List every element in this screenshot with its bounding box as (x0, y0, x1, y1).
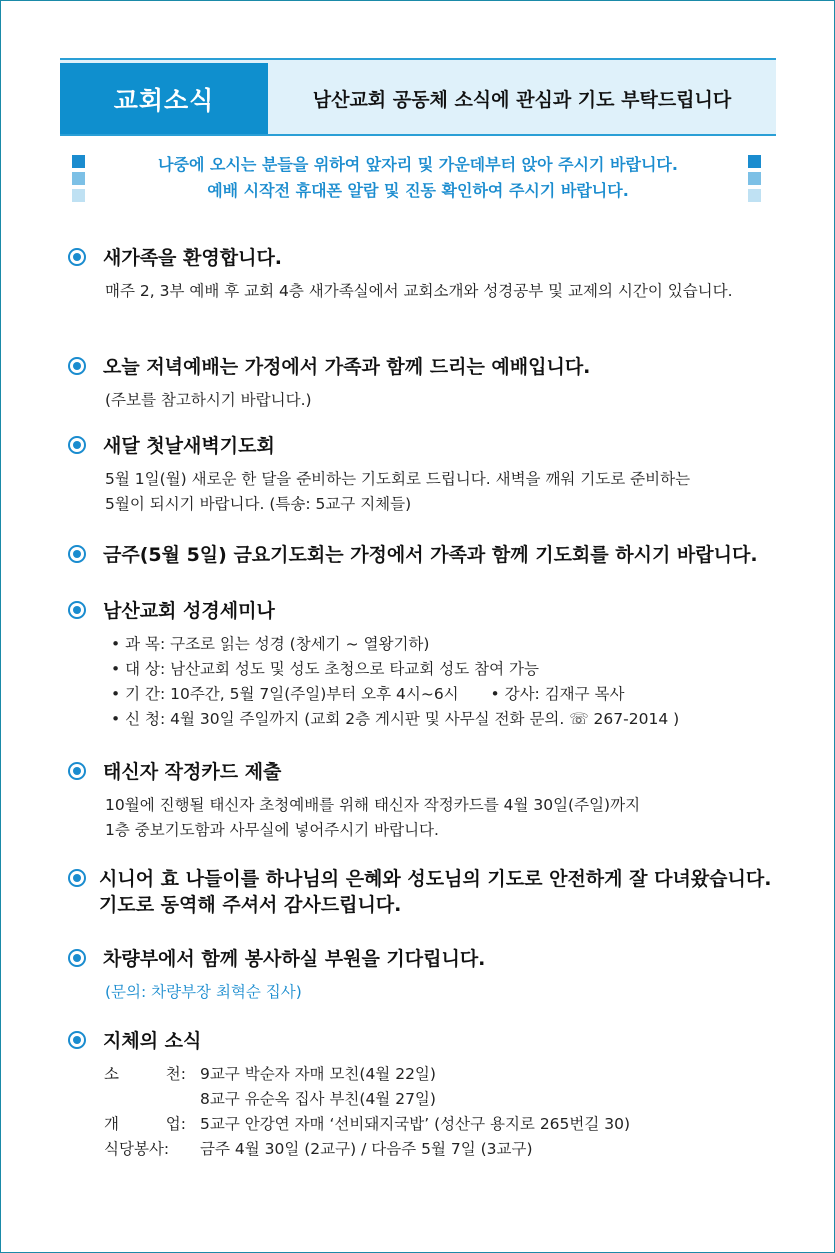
member-news-label: 식당봉사: (104, 1140, 170, 1158)
circle-bullet-icon (68, 762, 86, 780)
item-title: 금주(5월 5일) 금요기도회는 가정에서 가족과 함께 기도회를 하시기 바랍니다. (103, 544, 758, 566)
item-title-line: 시니어 효 나들이를 하나님의 은혜와 성도님의 기도로 안전하게 잘 다녀왔습니다. (99, 868, 772, 890)
square-icon (72, 155, 85, 168)
item-title: 태신자 작정카드 제출 (103, 761, 282, 783)
square-icon (748, 155, 761, 168)
item-body (105, 467, 788, 517)
item-body-line: 5월이 되시기 바랍니다. (특송: 5교구 지체들) (105, 495, 412, 513)
news-item-dawn-prayer (68, 433, 788, 517)
member-news-row (104, 1112, 788, 1137)
member-news-value: 5교구 안강연 자매 ‘선비돼지국밥’ (성산구 용지로 265번길 30) (200, 1115, 631, 1133)
news-item-friday-prayer (68, 542, 788, 568)
square-icon (748, 172, 761, 185)
item-body: 매주 2, 3부 예배 후 교회 4층 새가족실에서 교회소개와 성경공부 및 교제의 시간이 있습니다. (105, 282, 733, 300)
news-item-senior-outing (68, 866, 788, 918)
circle-bullet-icon (68, 1031, 86, 1049)
news-item-bible-seminar (68, 598, 788, 732)
item-title (99, 866, 788, 918)
news-item-pledge-card (68, 759, 788, 843)
square-icon (748, 189, 761, 202)
member-news-value: 9교구 박순자 자매 모친(4월 22일) (200, 1065, 436, 1083)
member-news-row (104, 1137, 788, 1162)
seminar-speaker: • 강사: 김재구 목사 (490, 685, 625, 703)
news-item-new-family (68, 245, 788, 304)
seminar-details (105, 632, 788, 732)
member-news-label: 소 천: (104, 1065, 186, 1083)
seminar-period-row (111, 682, 788, 707)
item-body-line: 10월에 진행될 태신자 초청예배를 위해 태신자 작정카드를 4월 30일(주일)까지 (105, 796, 641, 814)
member-news-table (104, 1062, 788, 1162)
member-news-value: 8교구 유순옥 집사 부친(4월 27일) (200, 1090, 436, 1108)
item-body-line: 5월 1일(월) 새로운 한 달을 준비하는 기도회로 드립니다. 새벽을 깨워 기도로 준비하는 (105, 470, 691, 488)
notice-squares-right (748, 155, 762, 206)
item-title: 새가족을 환영합니다. (103, 247, 283, 269)
circle-bullet-icon (68, 869, 86, 887)
header-tab-title: 교회소식 (60, 63, 268, 134)
item-body: (주보를 참고하시기 바랍니다.) (105, 391, 312, 409)
notice-box (60, 150, 776, 212)
seminar-target: • 대 상: 남산교회 성도 및 성도 초청으로 타교회 성도 참여 가능 (111, 660, 539, 678)
item-title: 차량부에서 함께 봉사하실 부원을 기다립니다. (103, 948, 486, 970)
notice-squares-left (72, 155, 86, 206)
seminar-apply: • 신 청: 4월 30일 주일까지 (교회 2층 게시판 및 사무실 전화 문의. ☏ 267-2014 ) (111, 710, 680, 728)
member-news-label: 개 업: (104, 1115, 186, 1133)
item-title: 남산교회 성경세미나 (103, 600, 275, 622)
circle-bullet-icon (68, 601, 86, 619)
notice-line-2: 예배 시작전 휴대폰 알람 및 진동 확인하여 주시기 바랍니다. (207, 181, 629, 200)
square-icon (72, 189, 85, 202)
item-body: (문의: 차량부장 최혁순 집사) (105, 983, 302, 1001)
item-body-line: 1층 중보기도함과 사무실에 넣어주시기 바랍니다. (105, 821, 439, 839)
member-news-row (104, 1062, 788, 1087)
item-title: 새달 첫날새벽기도회 (103, 435, 275, 457)
circle-bullet-icon (68, 949, 86, 967)
seminar-period: • 기 간: 10주간, 5월 7일(주일)부터 오후 4시~6시 (111, 685, 459, 703)
header-subtitle: 남산교회 공동체 소식에 관심과 기도 부탁드립니다 (312, 89, 732, 111)
member-news-row (104, 1087, 788, 1112)
item-title-line: 기도로 동역해 주셔서 감사드립니다. (99, 894, 402, 916)
seminar-subject: • 과 목: 구조로 읽는 성경 (창세기 ~ 열왕기하) (111, 635, 430, 653)
square-icon (72, 172, 85, 185)
item-body (105, 793, 788, 843)
circle-bullet-icon (68, 248, 86, 266)
notice-line-1: 나중에 오시는 분들을 위하여 앞자리 및 가운데부터 앉아 주시기 바랍니다. (158, 155, 678, 174)
circle-bullet-icon (68, 545, 86, 563)
circle-bullet-icon (68, 436, 86, 454)
news-item-member-news (68, 1028, 788, 1162)
item-title: 오늘 저녁예배는 가정에서 가족과 함께 드리는 예배입니다. (103, 356, 591, 378)
page-header (60, 58, 776, 136)
item-title: 지체의 소식 (103, 1030, 202, 1052)
news-item-vehicle-team (68, 946, 788, 1005)
notice-text (100, 152, 736, 204)
news-item-evening-worship (68, 354, 788, 413)
member-news-label (104, 1087, 200, 1112)
circle-bullet-icon (68, 357, 86, 375)
member-news-value: 금주 4월 30일 (2교구) / 다음주 5월 7일 (3교구) (200, 1140, 533, 1158)
